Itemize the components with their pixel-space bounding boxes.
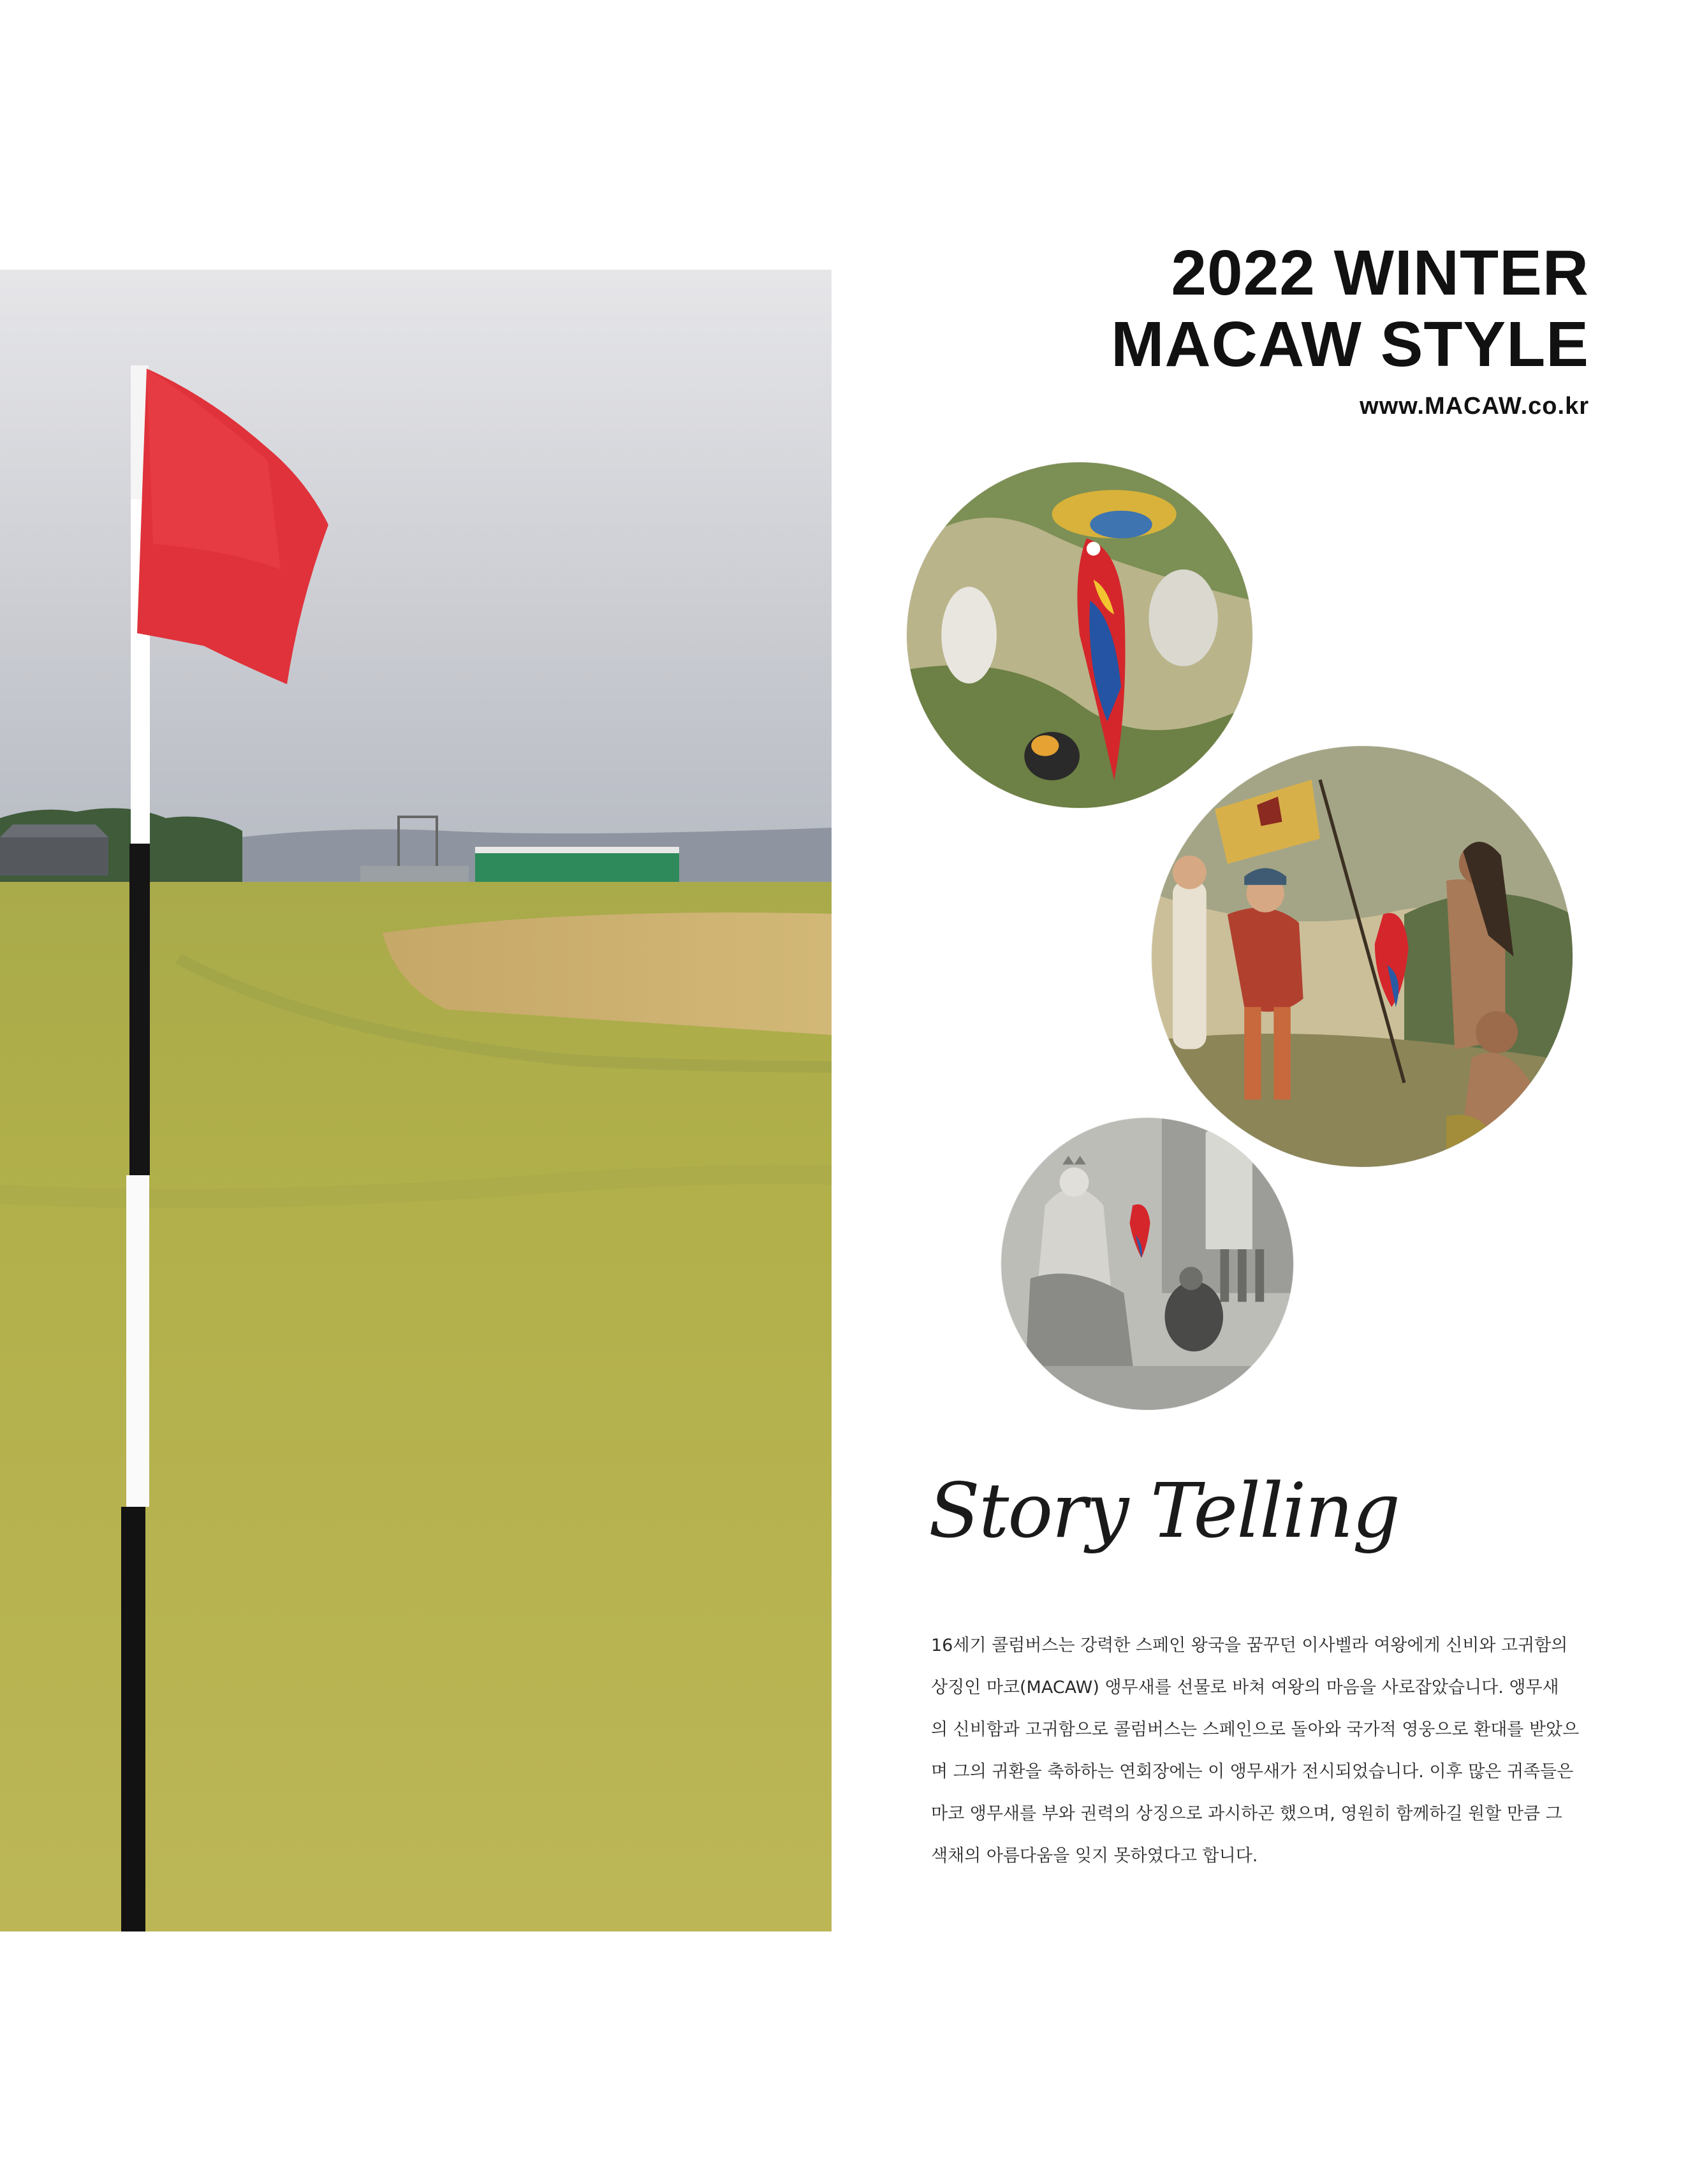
story-line: 의 신비함과 고귀함으로 콜럼버스는 스페인으로 돌아와 국가적 영웅으로 환대를 받았으 bbox=[931, 1720, 1580, 1740]
story-line: 며 그의 귀환을 축하하는 연회장에는 이 앵무새가 전시되었습니다. 이후 많은 귀족들은 bbox=[931, 1762, 1574, 1782]
golf-flag-photo bbox=[0, 270, 832, 1931]
parrot-illustration-icon bbox=[907, 462, 1252, 808]
story-line: 상징인 마코(MACAW) 앵무새를 선물로 바쳐 여왕의 마음을 사로잡았습니다. 앵무새 bbox=[931, 1678, 1559, 1697]
queen-isabella-engraving bbox=[1001, 1118, 1293, 1410]
page-title bbox=[1111, 237, 1589, 380]
columbus-presenting-macaw-illustration bbox=[1152, 746, 1573, 1167]
story-line: 색채의 아름다움을 잊지 못하였다고 합니다. bbox=[931, 1846, 1258, 1866]
story-line: 마코 앵무새를 부와 권력의 상징으로 과시하곤 했으며, 영원히 함께하길 원할 만큼 그 bbox=[931, 1804, 1562, 1824]
explorer-illustration-icon bbox=[1152, 746, 1573, 1167]
queen-engraving-icon bbox=[1001, 1118, 1293, 1410]
title-line-2: MACAW STYLE bbox=[1111, 309, 1589, 380]
macaw-birds-illustration bbox=[907, 462, 1252, 808]
title-line-1: 2022 WINTER bbox=[1171, 237, 1589, 309]
story-title: Story Telling bbox=[928, 1467, 1400, 1555]
website-link[interactable]: www.MACAW.co.kr bbox=[1360, 393, 1589, 420]
story-body bbox=[931, 1625, 1592, 1877]
story-line: 16세기 콜럼버스는 강력한 스페인 왕국을 꿈꾸던 이사벨라 여왕에게 신비와 고귀함의 bbox=[931, 1636, 1568, 1655]
